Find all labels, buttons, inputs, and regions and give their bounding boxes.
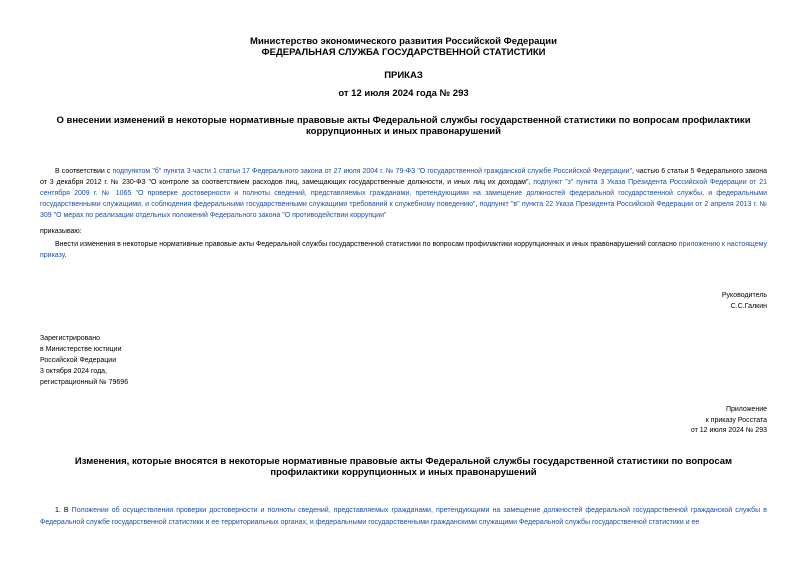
item-1	[40, 505, 767, 529]
order-text-body: Внести изменения в некоторые нормативные правовые акты Федеральной службы государственной статистики по вопросам профилактики коррупционных и иных правонарушений согласно	[55, 241, 679, 248]
preamble-link-ukaz-1065[interactable]: подпункт "з" пункта 3 Указа Президента Российской Федерации от 21 сентября 2009 г. № 1065 "О проверке достоверности и полноты сведений, представляемых гражданами, претендующими на замещение должностей федеральной государственной службы, и федеральными государственными служащими, и соблюдения федеральными государственными служащими требований к служебному поведению"	[40, 179, 767, 208]
registration-date: 3 октября 2024 года,	[40, 368, 108, 375]
appendix-ref: к приказу Росстата	[705, 416, 767, 424]
appendix-header	[691, 405, 767, 437]
appendix-title: Изменения, которые вносятся в некоторые нормативные правовые акты Федеральной службы государственной статистики по вопросам профилактики коррупционных и иных правонарушений	[74, 456, 733, 478]
agency-name: ФЕДЕРАЛЬНАЯ СЛУЖБА ГОСУДАРСТВЕННОЙ СТАТИСТИКИ	[261, 46, 546, 58]
registration-line: Зарегистрировано	[40, 335, 100, 342]
signature-position: Руководитель	[721, 292, 767, 299]
preamble-text: В соответствии с	[55, 168, 113, 175]
order-text-end: .	[64, 252, 67, 259]
signature-block	[722, 291, 767, 312]
preamble-link-ukaz-309[interactable]: подпункт "в" пункта 22 Указа Президента Российской Федерации от 2 апреля 2013 г. № 309 "О мерах по реализации отдельных положений Федерального закона "О противодействии коррупции"	[40, 201, 767, 219]
header	[0, 37, 807, 58]
item-1-number: 1. В	[55, 507, 72, 514]
preamble-link-79fz[interactable]: подпунктом "б" пункта 3 части 1 статьи 17 Федерального закона от 27 июля 2004 г. № 79-ФЗ "О государственной гражданской службе Российской Федерации"	[112, 168, 633, 175]
doc-type: ПРИКАЗ	[384, 70, 423, 81]
registration-line: в Министерстве юстиции	[40, 346, 122, 353]
registration-number: регистрационный № 79696	[40, 379, 129, 386]
order-text	[40, 239, 767, 261]
registration-block	[40, 333, 128, 388]
appendix-label: Приложение	[725, 406, 767, 413]
appendix-link[interactable]: приложению к настоящему приказу	[40, 241, 767, 259]
signature-name: С.С.Галкин	[730, 302, 767, 310]
ministry-name: Министерство экономического развития Российской Федерации	[250, 36, 557, 47]
item-1-link[interactable]: Положении об осуществлении проверки достоверности и полноты сведений, представляемых гражданами, претендующими на замещение должностей федеральной государственной гражданской службы в Федеральной службе государственной статистики и ее территориальных органах, и федеральными государственными гражданскими служащими Федеральной службы государственной статистики и ее	[40, 507, 767, 526]
doc-title: О внесении изменений в некоторые нормативные правовые акты Федеральной службы государственной статистики по вопросам профилактики коррупционных и иных правонарушений	[56, 115, 751, 137]
preamble-text: , частью 6 статьи 5 Федерального закона от 3 декабря 2012 г. № 230-ФЗ "О контроле за соответствием расходов лиц, замещающих государственные должности, и иных лиц их доходам",	[40, 168, 768, 186]
order-word: приказываю:	[40, 228, 82, 235]
appendix-date: от 12 июля 2024 № 293	[690, 427, 767, 434]
preamble-text: ,	[475, 201, 480, 208]
registration-line: Российской Федерации	[40, 357, 117, 364]
preamble	[40, 166, 767, 221]
doc-date-number: от 12 июля 2024 года № 293	[338, 88, 469, 99]
